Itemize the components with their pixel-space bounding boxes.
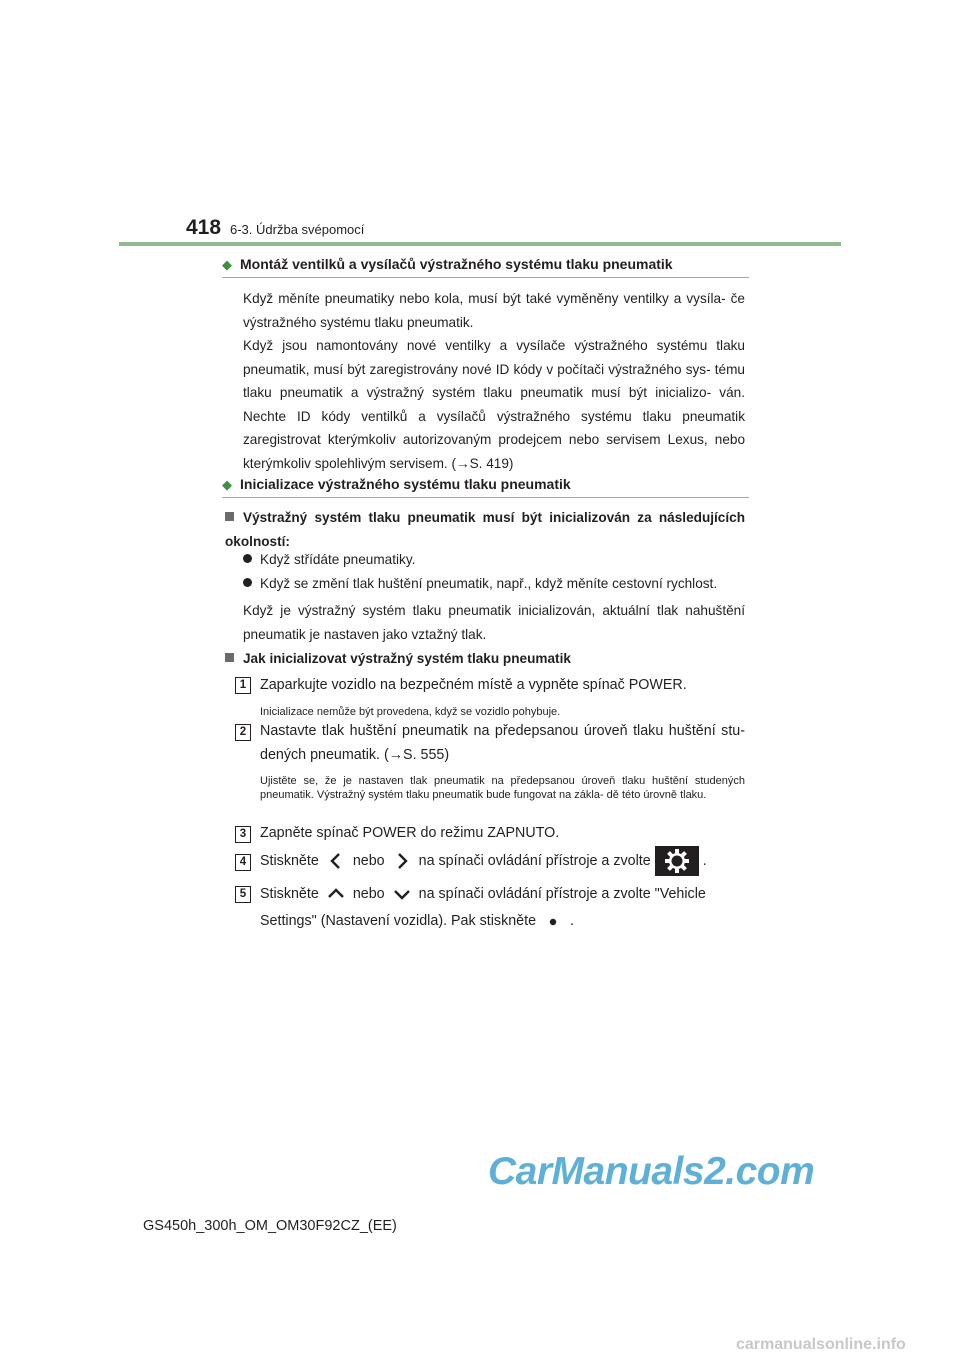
paragraph: Když měníte pneumatiky nebo kola, musí být také vyměněny ventilky a vysíla- če výstražného systému tlaku pneumatik. [243, 291, 745, 330]
step-number: 4 [235, 854, 251, 871]
diamond-icon: ◆ [222, 257, 232, 272]
chevron-left-icon [326, 851, 346, 871]
step-number: 2 [235, 724, 251, 741]
step-number: 1 [235, 677, 251, 694]
step-text: Stiskněte nebo na spínači ovládání přístroje a zvolte "Vehicle Settings" (Nastavení vozidla). Pak stiskněte . [260, 881, 745, 935]
subsection-divider [222, 497, 749, 498]
subsection-heading-valves [222, 256, 673, 273]
square-bullet-icon [225, 653, 234, 662]
diamond-icon: ◆ [222, 477, 232, 492]
watermark-brand: CarManuals2.com [488, 1150, 815, 1193]
step-text: Nastavte tlak huštění pneumatik na předepsanou úroveň tlaku huštění stu- dených pneumatik. (→S. 555) [260, 723, 745, 763]
step-text: Zaparkujte vozidlo na bezpečném místě a vypněte spínač POWER. [260, 677, 687, 693]
step-text: Zapněte spínač POWER do režimu ZAPNUTO. [260, 825, 560, 841]
step-number: 3 [235, 826, 251, 843]
step-note: Ujistěte se, že je nastaven tlak pneumatik na předepsanou úroveň tlaku huštění studených pneumatik. Výstražný systém tlaku pneumatik bude fungovat na zákla- dě této úrovně tlaku. [260, 775, 745, 801]
bullet-icon [243, 578, 252, 587]
chevron-right-icon [392, 851, 412, 871]
square-bullet-icon [225, 512, 234, 521]
paragraph: Když jsou namontovány nové ventilky a vysílače výstražného systému tlaku pneumatik, musí být zaregistrovány nové ID kódy v počítači výstražného sys- tému tlaku pneumatik a výstražný systém tlaku pneumatik musí být inicializo- ván. Nechte ID kódy ventilků a vysílačů výstražného systému tlaku pneumatik zaregistrovat kterýmkoliv autorizovaným prodejcem nebo servisem Lexus, nebo kterýmkoliv spolehlivým servisem. (→S. 419) [243, 338, 745, 471]
list-item: Když střídáte pneumatiky. [243, 552, 415, 567]
subsection-heading-text: Inicializace výstražného systému tlaku pneumatik [240, 476, 571, 492]
subsection-heading-initialization [222, 476, 571, 493]
step-note: Inicializace nemůže být provedena, když se vozidlo pohybuje. [260, 706, 561, 718]
list-item: Když se změní tlak huštění pneumatik, např., když měníte cestovní rychlost. [243, 576, 717, 591]
watermark-site: carmanualsonline.info [736, 1336, 906, 1353]
section-title: 6-3. Údržba svépomocí [230, 222, 365, 237]
how-to-heading: Jak inicializovat výstražný systém tlaku pneumatik [225, 651, 571, 666]
page-number: 418 [186, 216, 222, 239]
subsection-heading-text: Montáž ventilků a vysílačů výstražného systému tlaku pneumatik [240, 256, 673, 272]
enter-dot-icon [543, 911, 563, 931]
bullet-icon [243, 554, 252, 563]
subsection-divider [222, 277, 749, 278]
step-number: 5 [235, 886, 251, 903]
document-code: GS450h_300h_OM_OM30F92CZ_(EE) [143, 1218, 397, 1234]
step-text: Stiskněte nebo na spínači ovládání přístroje a zvolte . [260, 846, 745, 876]
chevron-down-icon [392, 884, 412, 904]
header-divider [119, 242, 841, 246]
circumstances-heading: Výstražný systém tlaku pneumatik musí být inicializován za následujících okolností: [225, 510, 745, 549]
gear-icon [655, 846, 699, 876]
chevron-up-icon [326, 884, 346, 904]
paragraph: Když je výstražný systém tlaku pneumatik inicializován, aktuální tlak nahuštění pneumatik je nastaven jako vztažný tlak. [243, 603, 745, 642]
